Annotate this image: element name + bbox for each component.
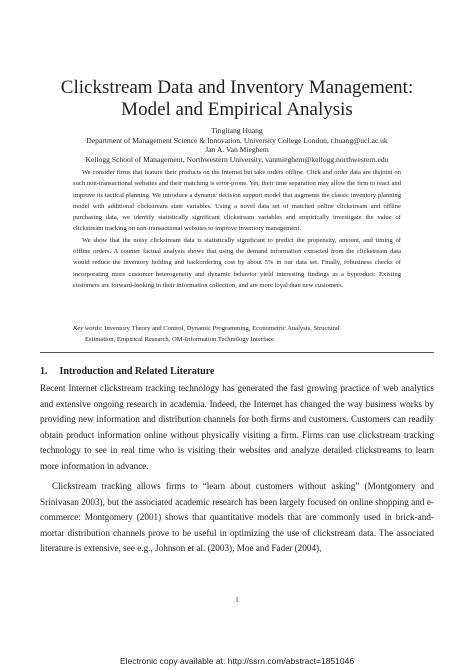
abstract xyxy=(73,167,401,291)
keywords-line-1: Inventory Theory and Control, Dynamic Programming, Econometric Analysis, Structural xyxy=(104,325,340,332)
keywords-label: Key words xyxy=(73,325,101,332)
author-block xyxy=(40,126,434,165)
author-1-affiliation: Department of Management Science & Innovation, University College London, t.huang@ucl.ac.uk xyxy=(86,135,388,145)
keywords-line-2: Estimation, Empirical Research, OM-Information Technology Interface xyxy=(85,336,274,344)
section-number: 1. xyxy=(40,366,48,377)
section-title: Introduction and Related Literature xyxy=(59,366,215,377)
paper-title xyxy=(40,77,434,121)
page-number: 1 xyxy=(235,596,239,604)
keywords xyxy=(73,323,401,346)
horizontal-rule xyxy=(40,352,434,353)
ssrn-footer: Electronic copy available at: http://ssrn.com/abstract=1851046 xyxy=(119,656,355,666)
body-paragraph-2: Clickstream tracking allows firms to “learn about customers without asking” (Montgomery and Srinivasan 2003), but the associated academic research has been largely focused on online shopping and e-commerce: Montgomery (2001) shows that quantitative models that are commonly used in brick-and-mortar distribution channels prove to be useful in optimizing the use of clickstream data. The associated literature is extensive, see e.g., Johnson et al. (2003), Moe and Fader (2004), xyxy=(40,481,434,553)
author-1-name: Tingliang Huang xyxy=(211,126,263,135)
abstract-paragraph-2: We show that the noisy clickstream data is statistically significant to predict the propensity, amount, and timing of offline orders. A counter factual analysis shows that using the demand information extracted from the clickstream data would reduce the inventory holding and backordering cost by about 5% in our data set. Finally, robustness checks of incorporating more customer heterogeneity and dynamic behavior yield interesting findings as a byproduct: Existing customers are forward-looking in their information collection, and are more loyal than new customers. xyxy=(73,236,401,289)
section-body xyxy=(40,381,434,562)
section-heading xyxy=(40,366,214,377)
abstract-paragraph-1: We consider firms that feature their products on the Internet but take orders offline. Click and order data are disjoint on such non-transactional websites and their matching is error-prone. Yet, their time separation may allow the firm to react and improve its tactical planning. We introduce a dynamic decision support model that augments the classic inventory planning model with additional clickstream state variables. Using a novel data set of matched online clickstream and offline purchasing data, we identify statistically significant clickstream variables and empirically investigate the value of clickstream tracking on non-transactional websites to improve inventory management. xyxy=(73,169,401,233)
author-2-name: Jan A. Van Mieghem xyxy=(205,145,269,155)
title-line-1: Clickstream Data and Inventory Management: xyxy=(60,77,414,98)
title-line-2: Model and Empirical Analysis xyxy=(121,99,353,120)
body-paragraph-1: Recent Internet clickstream tracking technology has generated the fast growing practice of web analytics and extensive ongoing research in academia. Indeed, the Internet has changed the way business works by providing new information and distribution channels for both firms and customers. Customers can readily obtain product information online without physically visiting a firm. Firms can use clickstream tracking technology to see in real time who is visiting their websites and analyze detailed clickstreams to learn more information in advance. xyxy=(40,383,434,471)
keywords-colon: : xyxy=(100,325,105,332)
author-2-affiliation: Kellogg School of Management, Northwestern University, vanmieghem@kellogg.northwestern.edu xyxy=(85,155,389,165)
